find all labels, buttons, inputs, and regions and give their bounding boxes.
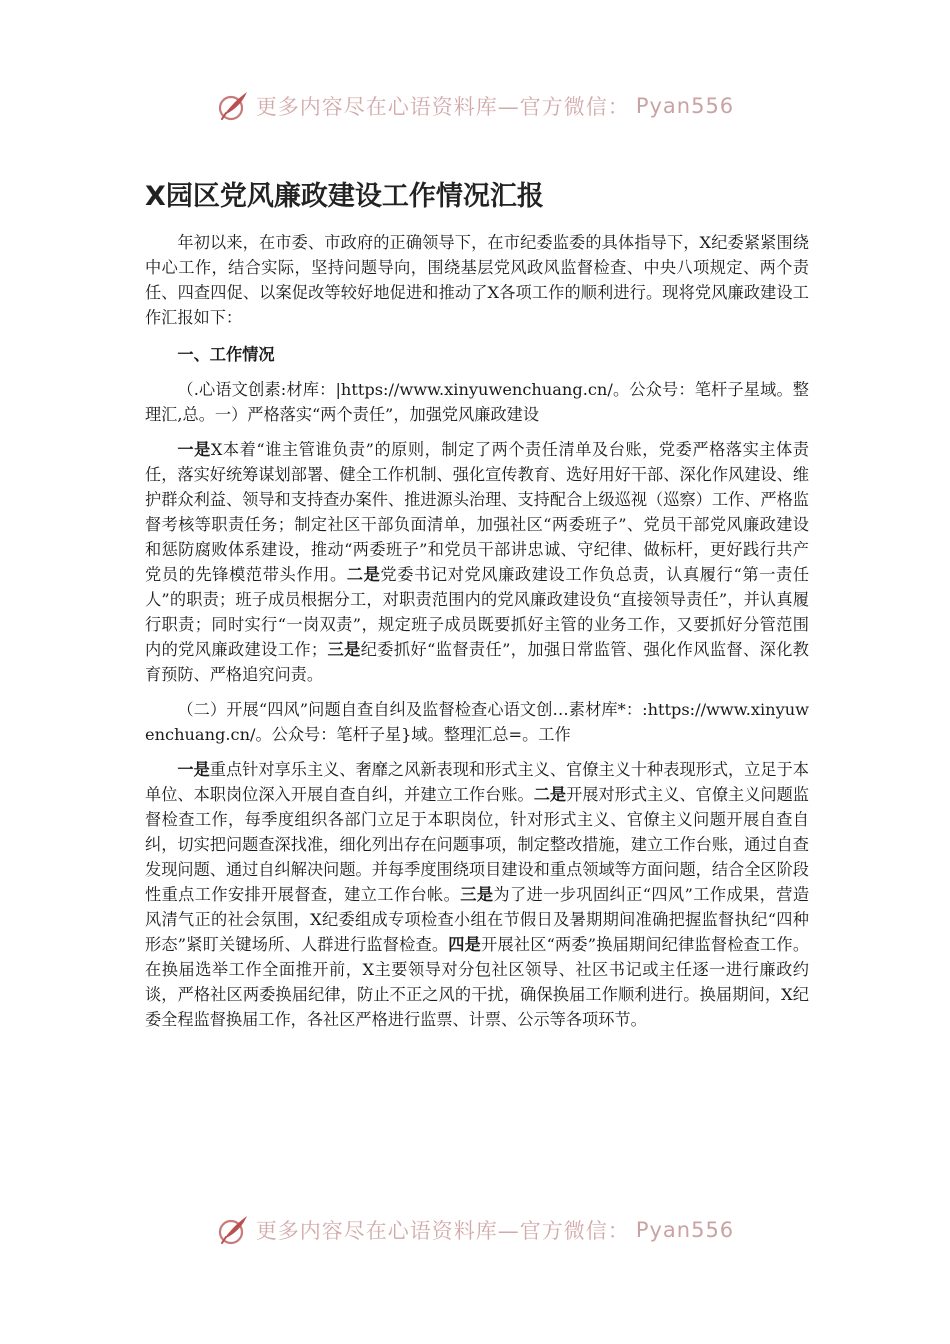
text-second: 开展对形式主义、官僚主义问题监督检查工作，每季度组织各部门立足于本职岗位，针对形式主义、官僚主义问题开展自查自纠，切实把问题查深找准，细化列出存在问题事项，制定整改措施，建立工作台账，通过自查发现问题、通过自纠解决问题。并每季度围绕项目建设和重点领域等方面问题，结合全区阶段性重点工作安排开展督查，建立工作台帐。 <box>145 785 809 904</box>
text-first: 重点针对享乐主义、奢靡之风新表现和形式主义、官僚主义十种表现形式，立足于本单位、本职岗位深入开展自查自纠，并建立工作台账。 <box>145 760 809 804</box>
text-fourth: 开展社区“两委”换届期间纪律监督检查工作。在换届选举工作全面推开前，X主要领导对分包社区领导、社区书记或主任逐一进行廉政约谈，严格社区两委换届纪律，防止不正之风的干扰，确保换届工作顺利进行。换届期间，X纪委全程监督换届工作，各社区严格进行监票、计票、公示等各项环节。 <box>145 935 810 1029</box>
watermark-footer <box>0 1210 950 1250</box>
lead-second: 二是 <box>346 565 381 584</box>
section-heading-work-status: 一、工作情况 <box>177 345 275 364</box>
quill-logo-icon <box>216 1213 250 1247</box>
lead-second: 二是 <box>533 785 567 804</box>
watermark-wechat-id: Pyan556 <box>635 94 735 118</box>
lead-first: 一是 <box>177 440 211 459</box>
quill-logo-icon <box>216 89 250 123</box>
paragraph-responsibilities <box>145 437 809 687</box>
watermark-header <box>0 86 950 126</box>
lead-first: 一是 <box>177 760 210 779</box>
lead-third: 三是 <box>460 885 494 904</box>
intro-paragraph: 年初以来，在市委、市政府的正确领导下，在市纪委监委的具体指导下，X纪委紧紧围绕中心工作，结合实际，坚持问题导向，围绕基层党风政风监督检查、中央八项规定、两个责任、四查四促、以案促改等较好地促进和推动了X各项工作的顺利进行。现将党风廉政建设工作汇报如下： <box>145 233 809 327</box>
text-first: X本着“谁主管谁负责”的原则，制定了两个责任清单及台账，党委严格落实主体责任，落实好统筹谋划部署、健全工作机制、强化宣传教育、选好用好干部、深化作风建设、维护群众利益、领导和支持查办案件、推进源头治理、支持配合上级巡视（巡察）工作、严格监督考核等职责任务；制定社区干部负面清单，加强社区“两委班子”、党员干部党风廉政建设和惩防腐败体系建设，推动“两委班子”和党员干部讲忠诚、守纪律、做标杆，更好践行共产党员的先锋模范带头作用。 <box>145 440 809 584</box>
watermark-wechat-id: Pyan556 <box>635 1218 735 1242</box>
watermark-text: 更多内容尽在心语资料库—官方微信： <box>255 1219 630 1243</box>
text-third: 纪委抓好“监督责任”，加强日常监管、强化作风监督、深化教育预防、严格追究问责。 <box>145 640 809 684</box>
lead-third: 三是 <box>327 640 361 659</box>
subsection-heading-two-responsibilities: （.心语文创素:材库：|https://www.xinyuwenchuang.cn/。公众号：笔杆子星域。整理汇,总。一）严格落实“两个责任”，加强党风廉政建设 <box>145 380 809 424</box>
lead-fourth: 四是 <box>448 935 482 954</box>
text-third: 为了进一步巩固纠正“四风”工作成果，营造风清气正的社会氛围，X纪委组成专项检查小组在节假日及暑期期间准确把握监督执纪“四种形态”紧盯关键场所、人群进行监督检查。 <box>145 885 810 954</box>
paragraph-four-styles <box>145 757 809 1032</box>
text-second: 党委书记对党风廉政建设工作负总责，认真履行“第一责任人”的职责；班子成员根据分工，对职责范围内的党风廉政建设负“直接领导责任”，并认真履行职责；同时实行“一岗双责”，规定班子成员既要抓好主管的业务工作，又要抓好分管范围内的党风廉政建设工作； <box>145 565 810 659</box>
subsection-heading-four-styles: （二）开展“四风”问题自查自纠及监督检查心语文创…素材库*：:https://www.xinyuwenchuang.cn/。公众号：笔杆子星}域。整理汇总=。工作 <box>145 700 809 744</box>
document-title: X园区党风廉政建设工作情况汇报 <box>145 181 544 212</box>
watermark-text: 更多内容尽在心语资料库—官方微信： <box>255 95 630 119</box>
document-body <box>145 230 809 1032</box>
